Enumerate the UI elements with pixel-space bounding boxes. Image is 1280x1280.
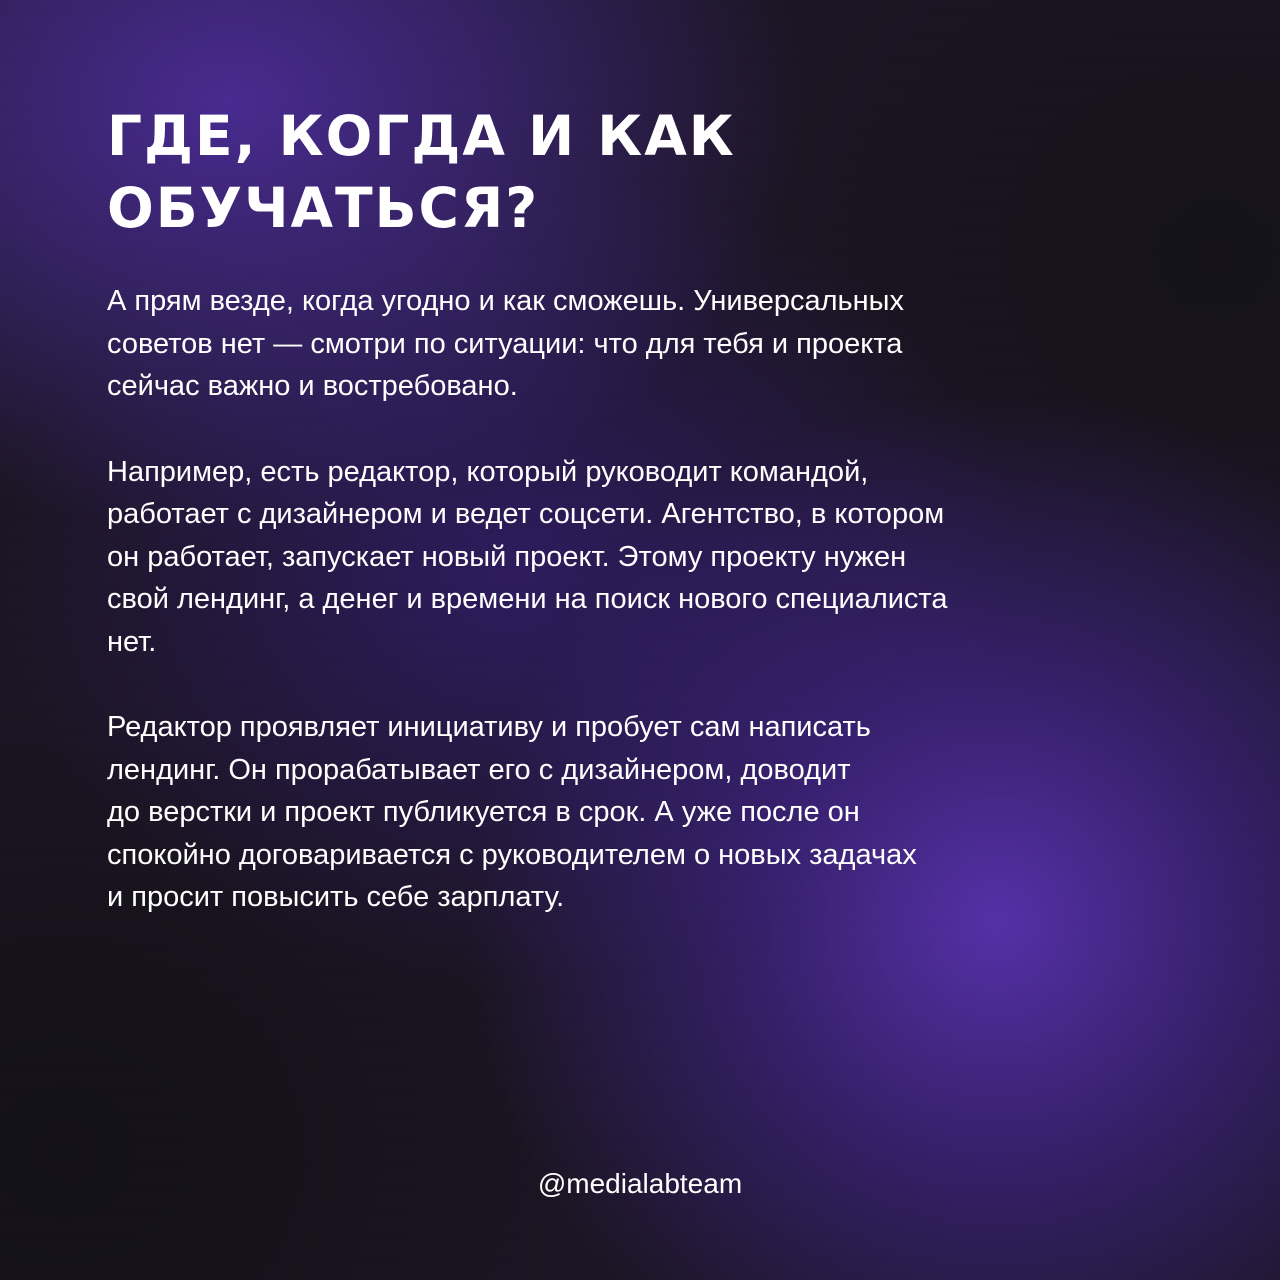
- text-line: свой лендинг, а денег и времени на поиск нового специалиста: [107, 583, 948, 615]
- text-line: и просит повысить себе зарплату.: [107, 881, 565, 913]
- text-line: лендинг. Он прорабатывает его с дизайнером, доводит: [107, 753, 851, 786]
- title-line: ГДЕ, КОГДА И КАК: [107, 104, 736, 168]
- title-line: ОБУЧАТЬСЯ?: [107, 176, 540, 240]
- text-line: советов нет — смотри по ситуации: что для тебя и проекта: [107, 327, 903, 360]
- text-line: Например, есть редактор, который руководит командой,: [107, 455, 869, 488]
- text-line: спокойно договаривается с руководителем о новых задачах: [107, 838, 917, 871]
- text-line: А прям везде, когда угодно и как сможешь. Универсальных: [107, 285, 904, 317]
- page-title: [107, 100, 736, 244]
- text-line: до верстки и проект публикуется в срок. А уже после он: [107, 796, 860, 828]
- paragraph-example: [107, 451, 1187, 664]
- paragraph-outcome: [107, 706, 1187, 919]
- social-handle: @medialabteam: [537, 1168, 743, 1199]
- paragraph-intro: [107, 280, 1187, 408]
- body-text: [107, 280, 1187, 962]
- text-line: он работает, запускает новый проект. Этому проекту нужен: [107, 540, 907, 573]
- text-line: нет.: [107, 625, 157, 658]
- text-line: Редактор проявляет инициативу и пробует сам написать: [107, 711, 871, 743]
- text-line: работает с дизайнером и ведет соцсети. Агентство, в котором: [107, 498, 945, 530]
- text-line: сейчас важно и востребовано.: [107, 370, 518, 402]
